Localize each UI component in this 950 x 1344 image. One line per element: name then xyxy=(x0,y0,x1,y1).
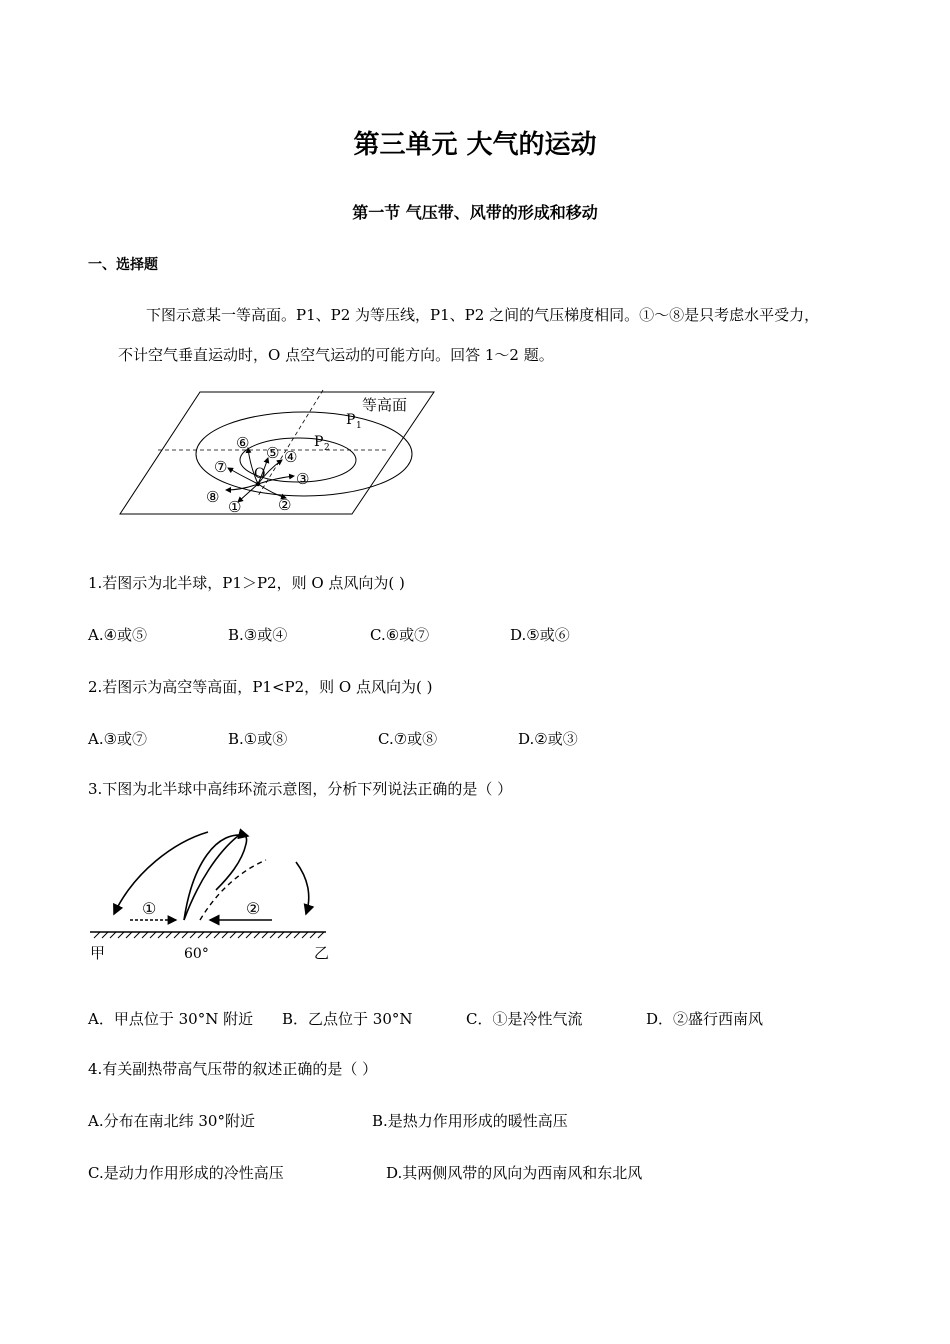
intro-line-1: 下图示意某一等高面。P1、P2 为等压线，P1、P2 之间的气压梯度相同。①～⑧是只考虑水平受力， xyxy=(146,306,820,324)
right-descending-arrow xyxy=(296,862,309,914)
marker-4: ④ xyxy=(284,448,298,466)
question-2-option-d: D.②或③ xyxy=(518,730,578,748)
question-3-option-b: B．乙点位于 30°N xyxy=(282,1010,413,1028)
marker-7: ⑦ xyxy=(214,458,228,476)
ground-hatching xyxy=(94,932,324,938)
question-2-option-a: A.③或⑦ xyxy=(88,730,148,748)
o-label: O xyxy=(254,466,266,482)
question-2-option-c: C.⑦或⑧ xyxy=(378,730,438,748)
section-subtitle: 第一节 气压带、风带的形成和移动 xyxy=(352,203,598,222)
circulation-marker-1: ① xyxy=(142,899,157,918)
question-4-option-b: B.是热力作用形成的暖性高压 xyxy=(372,1112,568,1130)
question-1-option-b: B.③或④ xyxy=(228,626,288,644)
question-4-stem: 4.有关副热带高气压带的叙述正确的是（ ） xyxy=(88,1060,378,1078)
marker-8: ⑧ xyxy=(206,488,220,506)
question-1-option-c: C.⑥或⑦ xyxy=(370,626,430,644)
left-cell-arrow-top xyxy=(184,835,248,920)
question-3-option-a: A．甲点位于 30°N 附近 xyxy=(88,1010,254,1028)
question-3-option-d: D．②盛行西南风 xyxy=(646,1010,764,1028)
marker-2: ② xyxy=(278,496,292,514)
question-1-stem: 1.若图示为北半球，P1＞P2，则 O 点风向为( ) xyxy=(88,574,405,592)
label-60-degrees: 60° xyxy=(184,946,209,962)
marker-1: ① xyxy=(228,498,242,516)
isobar-plane-figure xyxy=(118,386,444,518)
page-title: 第三单元 大气的运动 xyxy=(353,130,597,160)
marker-3: ③ xyxy=(296,470,310,488)
marker-6: ⑥ xyxy=(236,434,250,452)
question-4-option-d: D.其两侧风带的风向为西南风和东北风 xyxy=(386,1164,643,1182)
p2-subscript: 2 xyxy=(324,443,330,453)
question-1-option-a: A.④或⑤ xyxy=(88,626,148,644)
p2-label: P xyxy=(314,434,324,450)
question-1-option-d: D.⑤或⑥ xyxy=(510,626,570,644)
question-3-stem: 3.下图为北半球中高纬环流示意图，分析下列说法正确的是（ ） xyxy=(88,780,513,798)
question-4-option-c: C.是动力作用形成的冷性高压 xyxy=(88,1164,284,1182)
intro-line-2: 不计空气垂直运动时，O 点空气运动的可能方向。回答 1～2 题。 xyxy=(118,346,554,364)
circulation-marker-2: ② xyxy=(246,899,261,918)
question-2-stem: 2.若图示为高空等高面，P1<P2，则 O 点风向为( ) xyxy=(88,678,433,696)
plane-label: 等高面 xyxy=(362,396,408,414)
p1-label: P xyxy=(346,412,356,428)
label-jia: 甲 xyxy=(90,944,106,962)
question-2-option-b: B.①或⑧ xyxy=(228,730,288,748)
question-4-option-a: A.分布在南北纬 30°附近 xyxy=(88,1112,255,1130)
p1-subscript: 1 xyxy=(356,421,362,431)
circulation-figure xyxy=(88,822,338,968)
marker-5: ⑤ xyxy=(266,444,280,462)
question-3-option-c: C．①是冷性气流 xyxy=(466,1010,583,1028)
left-cell-arrow-down xyxy=(114,832,208,914)
section-heading: 一、选择题 xyxy=(88,257,158,273)
label-yi: 乙 xyxy=(314,944,330,962)
